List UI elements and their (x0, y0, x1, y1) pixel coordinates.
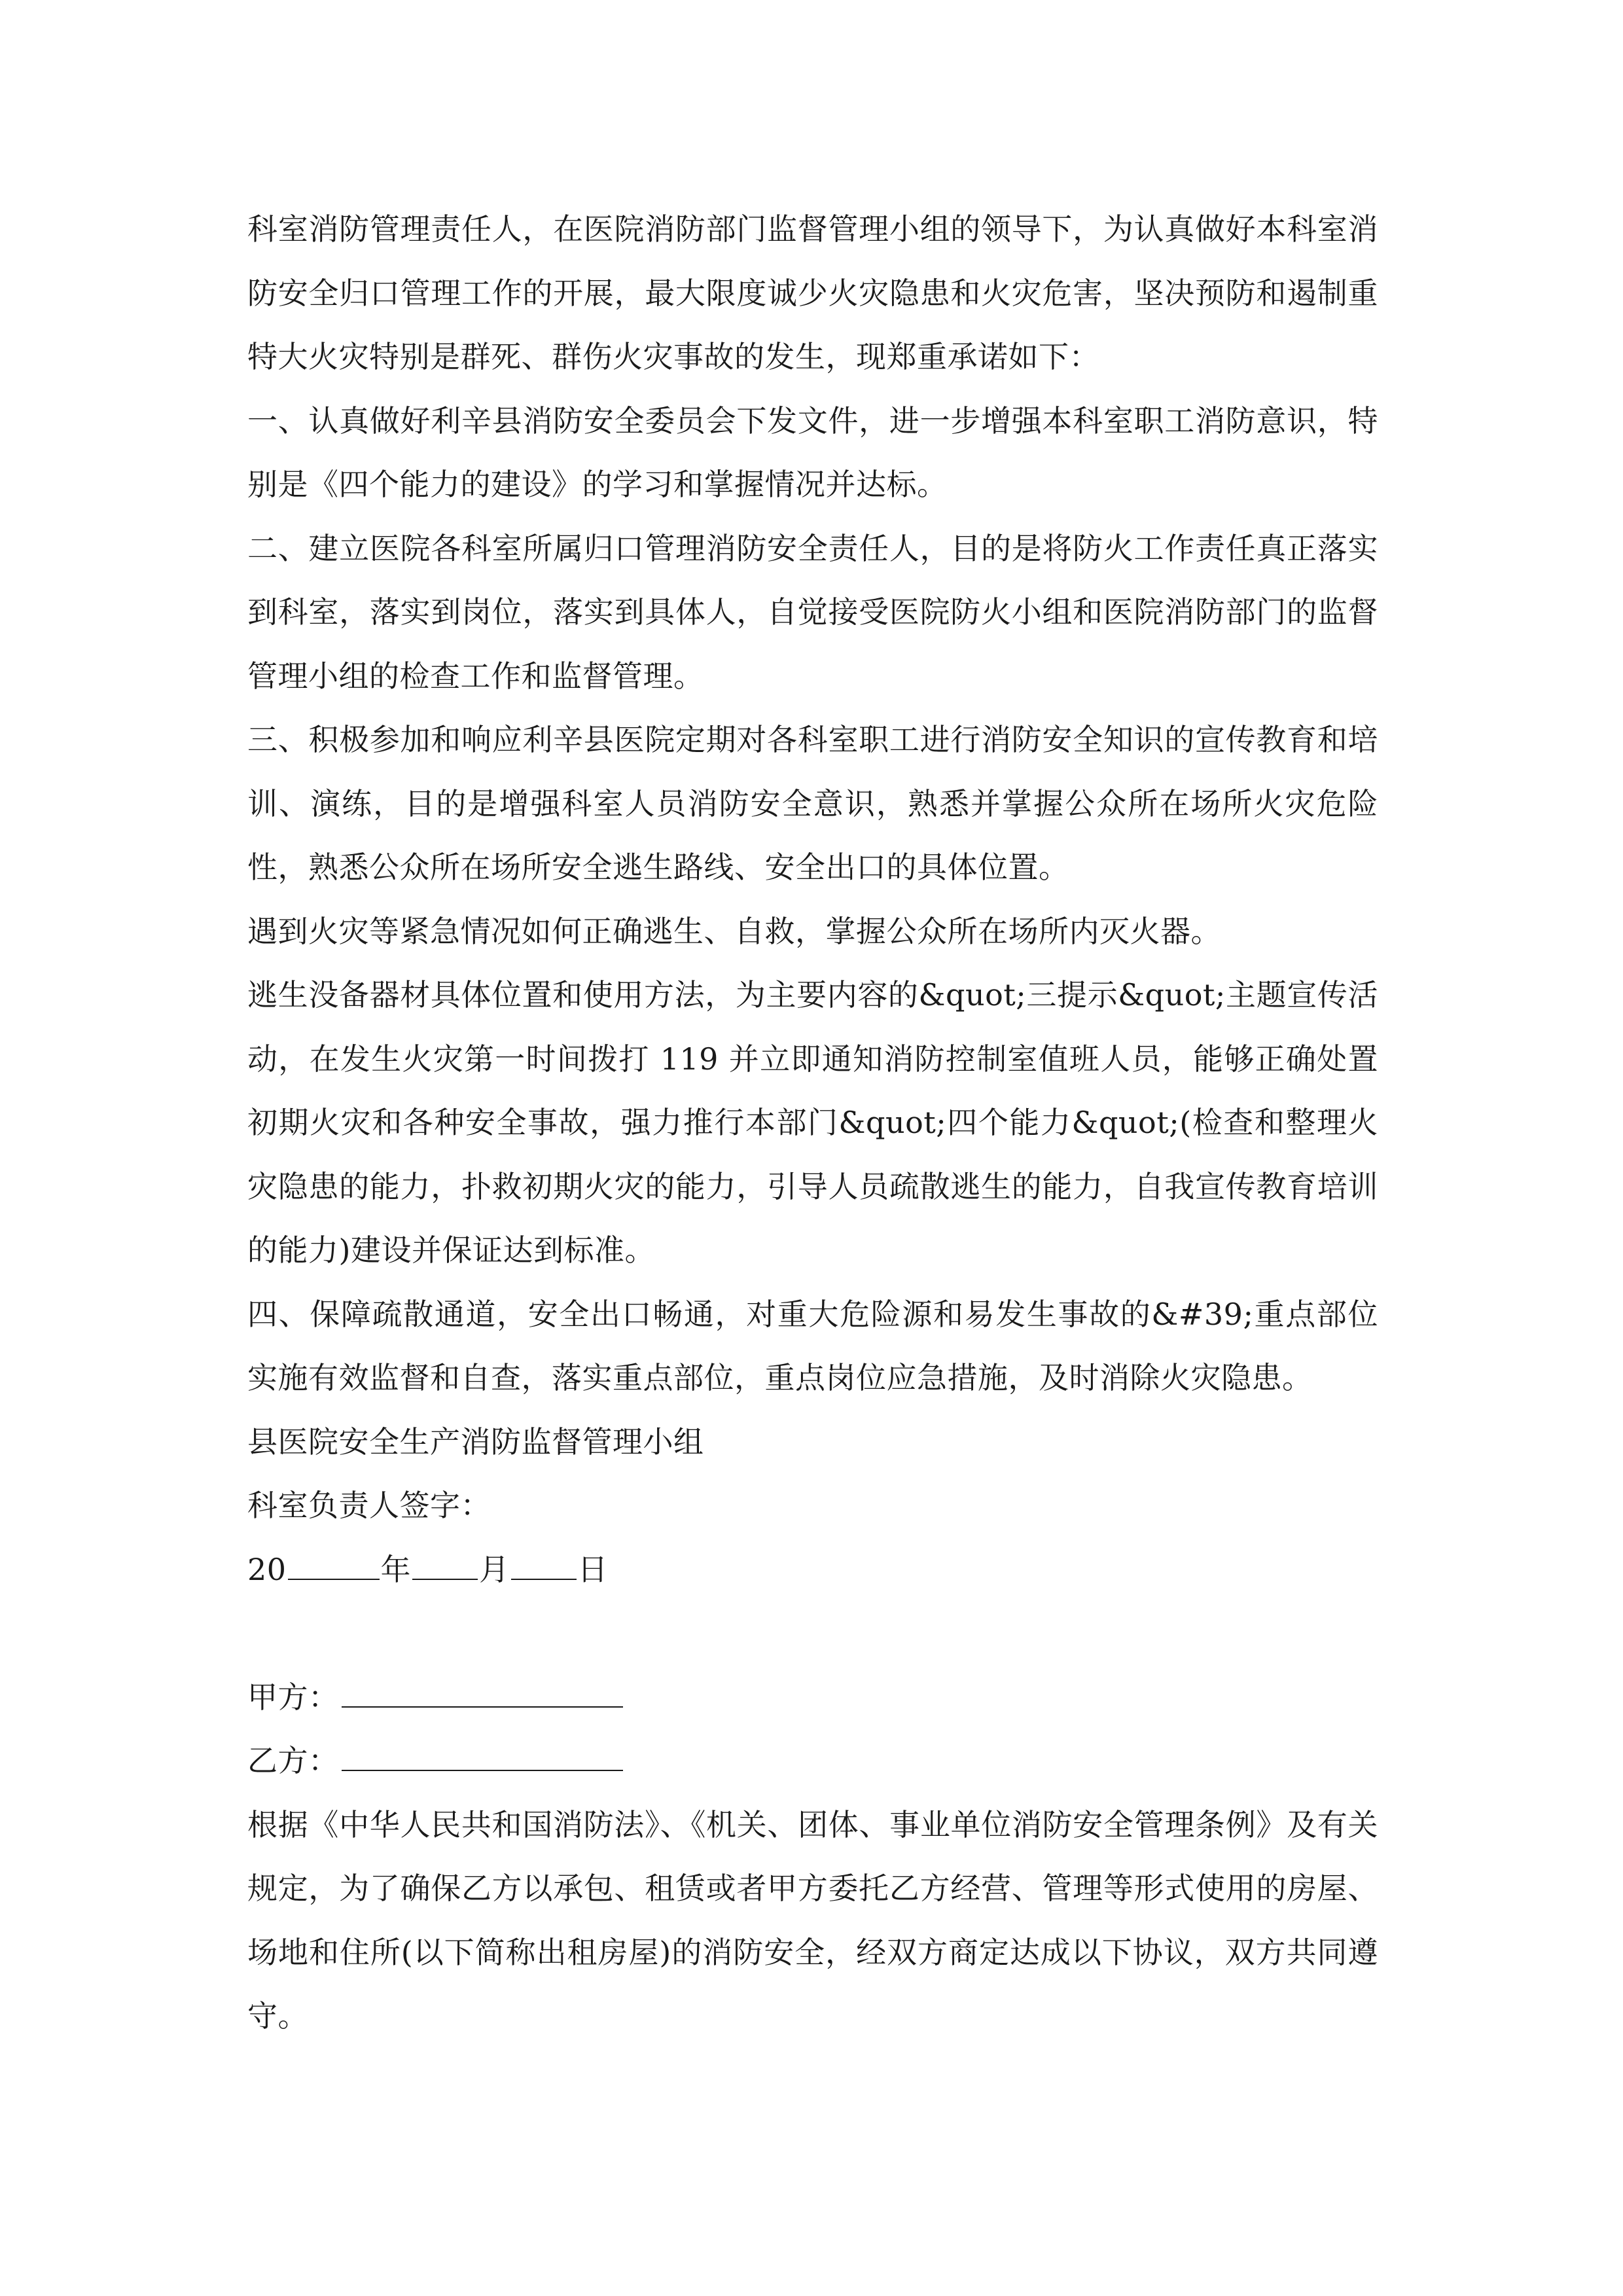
clause-four-paragraph: 四、保障疏散通道，安全出口畅通，对重大危险源和易发生事故的&#39;重点部位实施有效监督和自查，落实重点部位，重点岗位应急措施，及时消除火灾隐患。 (247, 1296, 1378, 1395)
party-b-blank (342, 1744, 623, 1771)
party-b-label: 乙方： (247, 1743, 339, 1778)
section-spacer (247, 1602, 1378, 1666)
day-blank (511, 1555, 577, 1580)
party-b-row (247, 1729, 1378, 1793)
equipment-paragraph: 逃生没备器材具体位置和使用方法，为主要内容的&quot;三提示&quot;主题宣传活动，在发生火灾第一时间拨打 119 并立即通知消防控制室值班人员，能够正确处置初期火灾和各种安全事故，强力推行本部门&quot;四个能力&quot;(检查和整理火灾隐患的能力，扑救初期火灾的能力，引导人员疏散逃生的能力，自我宣传教育培训的能力)建设并保证达到标准。 (247, 977, 1378, 1268)
clause-three-paragraph: 三、积极参加和响应利辛县医院定期对各科室职工进行消防安全知识的宣传教育和培训、演练，目的是增强科室人员消防安全意识，熟悉并掌握公众所在场所火灾危险性，熟悉公众所在场所安全逃生路线、安全出口的具体位置。 (247, 722, 1378, 885)
party-a-label: 甲方： (247, 1679, 339, 1715)
party-a-row (247, 1666, 1378, 1730)
year-label: 年 (380, 1551, 412, 1587)
signature-label: 科室负责人签字： (247, 1488, 491, 1523)
organization-name: 县医院安全生产消防监督管理小组 (247, 1424, 704, 1460)
document-body (247, 198, 1378, 2049)
month-label: 月 (479, 1551, 510, 1587)
year-blank (288, 1555, 380, 1580)
clause-one-paragraph: 一、认真做好利辛县消防安全委员会下发文件，进一步增强本科室职工消防意识，特别是《四个能力的建设》的学习和掌握情况并达标。 (247, 403, 1378, 502)
month-blank (412, 1555, 478, 1580)
date-line (247, 1538, 1378, 1602)
date-prefix: 20 (247, 1551, 287, 1587)
emergency-paragraph: 遇到火灾等紧急情况如何正确逃生、自救，掌握公众所在场所内灭火器。 (247, 913, 1221, 949)
day-label: 日 (577, 1551, 609, 1587)
clause-two-paragraph: 二、建立医院各科室所属归口管理消防安全责任人，目的是将防火工作责任真正落实到科室，落实到岗位，落实到具体人，自觉接受医院防火小组和医院消防部门的监督管理小组的检查工作和监督管理。 (247, 530, 1378, 694)
party-a-blank (342, 1680, 623, 1708)
agreement-paragraph: 根据《中华人民共和国消防法》、《机关、团体、事业单位消防安全管理条例》及有关规定，为了确保乙方以承包、租赁或者甲方委托乙方经营、管理等形式使用的房屋、场地和住所(以下简称出租房屋)的消防安全，经双方商定达成以下协议，双方共同遵守。 (247, 1806, 1378, 2034)
commitment-intro-paragraph: 科室消防管理责任人，在医院消防部门监督管理小组的领导下，为认真做好本科室消防安全归口管理工作的开展，最大限度诚少火灾隐患和火灾危害，坚决预防和遏制重特大火灾特别是群死、群伤火灾事故的发生，现郑重承诺如下： (247, 211, 1378, 374)
